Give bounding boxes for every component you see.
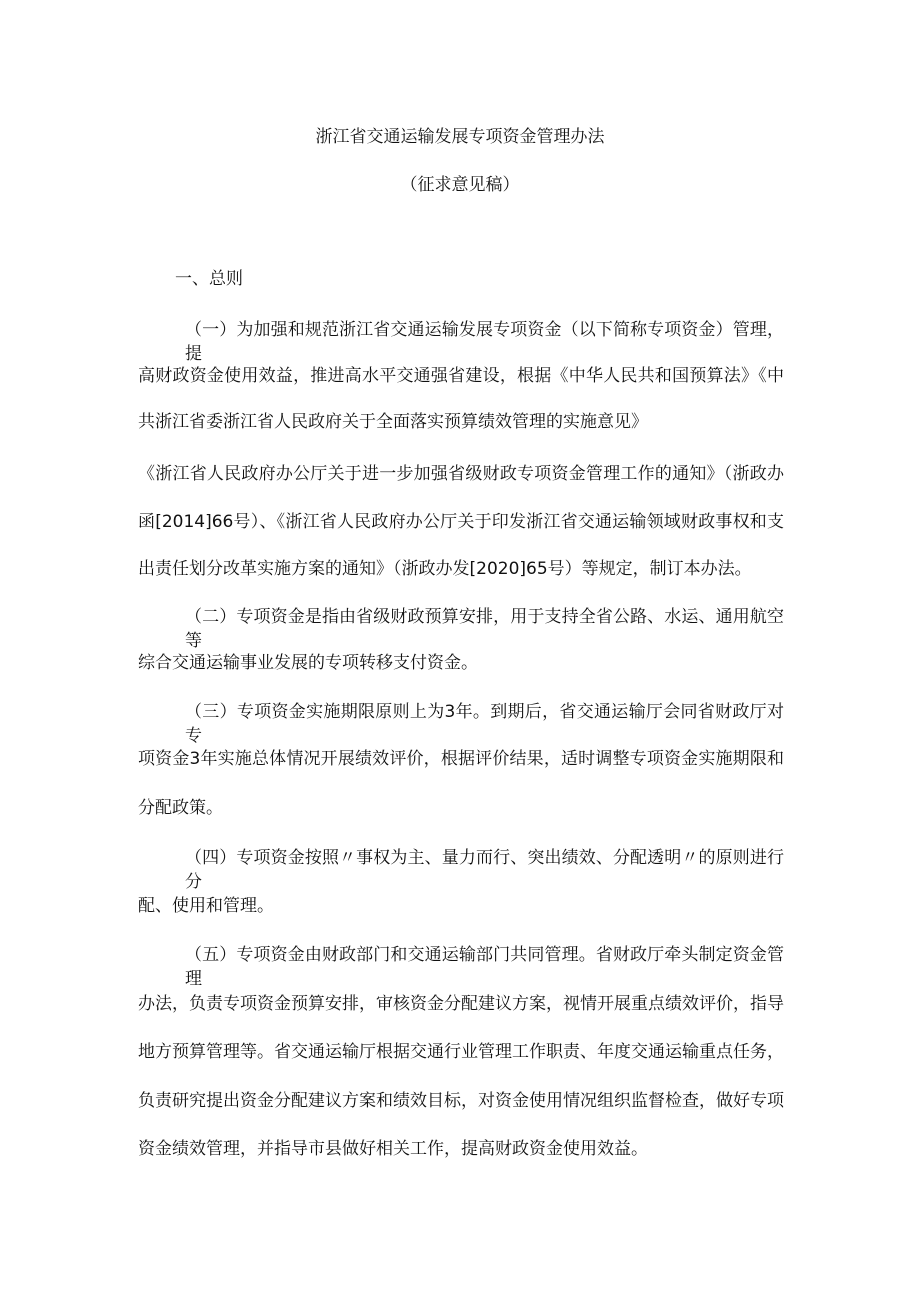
paragraph-5-line-3: 地方预算管理等。省交通运输厅根据交通行业管理工作职责、年度交通运输重点任务， [138,1042,784,1062]
paragraph-2-line-1: （二）专项资金是指由省级财政预算安排，用于支持全省公路、水运、通用航空等 [185,607,784,651]
paragraph-3-line-1: （三）专项资金实施期限原则上为3年。到期后，省交通运输厅会同省财政厅对专 [185,702,784,746]
paragraph-1-line-1: （一）为加强和规范浙江省交通运输发展专项资金（以下简称专项资金）管理，提 [185,320,784,364]
paragraph-1-line-6: 出责任划分改革实施方案的通知》（浙政办发[2020]65号）等规定，制订本办法。 [138,559,752,579]
section-heading-general-principles: 一、总则 [175,269,243,289]
paragraph-3-line-3: 分配政策。 [138,798,223,818]
paragraph-1-line-2: 高财政资金使用效益，推进高水平交通强省建设，根据《中华人民共和国预算法》《中 [138,366,784,386]
paragraph-2-line-2: 综合交通运输事业发展的专项转移支付资金。 [138,653,478,673]
paragraph-4-line-1: （四）专项资金按照〃事权为主、量力而行、突出绩效、分配透明〃的原则进行分 [185,848,784,892]
paragraph-1-line-5: 函[2014]66号）、《浙江省人民政府办公厅关于印发浙江省交通运输领域财政事权和支 [138,512,784,532]
document-subtitle: （征求意见稿） [400,175,520,195]
paragraph-4-line-2: 配、使用和管理。 [138,896,274,916]
paragraph-1-line-3: 共浙江省委浙江省人民政府关于全面落实预算绩效管理的实施意见》 [138,412,648,432]
document-title: 浙江省交通运输发展专项资金管理办法 [315,127,605,147]
paragraph-5-line-5: 资金绩效管理，并指导市县做好相关工作，提高财政资金使用效益。 [138,1139,648,1159]
paragraph-5-line-1: （五）专项资金由财政部门和交通运输部门共同管理。省财政厅牵头制定资金管理 [185,945,784,989]
paragraph-1-line-4: 《浙江省人民政府办公厅关于进一步加强省级财政专项资金管理工作的通知》（浙政办 [138,464,784,484]
paragraph-5-line-4: 负责研究提出资金分配建议方案和绩效目标，对资金使用情况组织监督检查，做好专项 [138,1091,784,1111]
paragraph-3-line-2: 项资金3年实施总体情况开展绩效评价，根据评价结果，适时调整专项资金实施期限和 [138,749,784,769]
paragraph-5-line-2: 办法，负责专项资金预算安排，审核资金分配建议方案，视情开展重点绩效评价，指导 [138,994,784,1014]
